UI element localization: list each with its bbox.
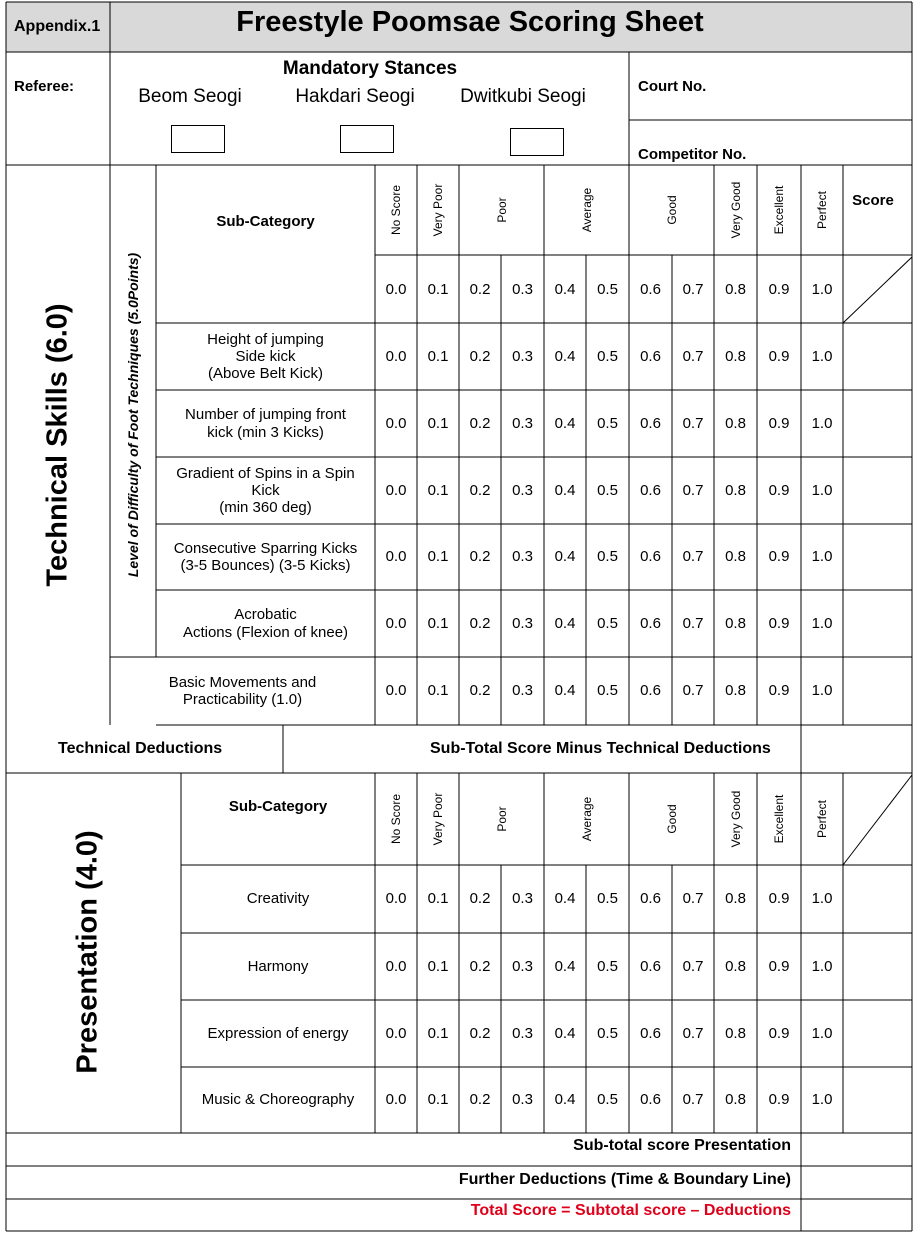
presentation-score-option-2-0[interactable]: 0.0: [385, 1024, 407, 1042]
technical-score-option-4-3[interactable]: 0.3: [512, 614, 533, 632]
technical-score-option-5-1[interactable]: 0.1: [427, 682, 449, 699]
presentation-score-option-0-7[interactable]: 0.7: [682, 890, 704, 907]
technical-score-option-3-8[interactable]: 0.8: [725, 548, 746, 565]
technical-rating-poor: Poor: [494, 197, 509, 223]
stance-beom-seogi-checkbox[interactable]: [171, 125, 225, 153]
presentation-rating-perfect: Perfect: [815, 799, 829, 839]
technical-skills-title: Technical Skills (6.0): [41, 303, 74, 587]
technical-row-label-0: Height of jumping Side kick (Above Belt Kick): [207, 330, 324, 383]
presentation-score-option-0-9[interactable]: 0.9: [768, 890, 790, 907]
technical-score-option-4-5[interactable]: 0.5: [597, 614, 618, 632]
presentation-score-field-3[interactable]: [843, 1067, 912, 1133]
scale-header-value-9: 0.9: [768, 281, 790, 298]
presentation-score-option-0-6[interactable]: 0.6: [640, 890, 661, 907]
presentation-score-option-3-9[interactable]: 0.9: [768, 1091, 790, 1108]
technical-score-field-1[interactable]: [843, 390, 912, 457]
presentation-rating-very-good: Very Good: [728, 790, 743, 848]
total-score-label: Total Score = Subtotal score – Deductions: [470, 1202, 791, 1219]
technical-score-option-4-9[interactable]: 0.9: [768, 614, 790, 632]
presentation-row-label-1: Harmony: [247, 957, 309, 975]
presentation-rating-poor: Poor: [494, 806, 509, 832]
technical-score-option-2-1[interactable]: 0.1: [427, 481, 449, 499]
further-deductions-field[interactable]: [801, 1166, 910, 1199]
presentation-score-option-0-0[interactable]: 0.0: [385, 890, 407, 907]
presentation-score-option-3-3[interactable]: 0.3: [512, 1091, 533, 1108]
presentation-row-label-0: Creativity: [246, 890, 310, 908]
scale-header-value-1: 0.1: [427, 281, 449, 298]
technical-score-field-5[interactable]: [843, 657, 912, 725]
technical-score-option-0-5[interactable]: 0.5: [597, 347, 618, 365]
technical-score-option-5-3[interactable]: 0.3: [512, 682, 533, 699]
presentation-score-option-2-7[interactable]: 0.7: [682, 1024, 704, 1042]
scale-header-value-0: 0.0: [385, 281, 407, 298]
technical-score-option-2-6[interactable]: 0.6: [640, 481, 661, 499]
technical-score-option-2-8[interactable]: 0.8: [725, 481, 746, 499]
presentation-row-label-2: Expression of energy: [207, 1024, 349, 1042]
technical-score-option-0-4[interactable]: 0.4: [554, 347, 576, 365]
appendix-label: Appendix.1: [14, 18, 101, 35]
scale-header-value-4: 0.4: [554, 281, 576, 298]
presentation-score-option-0-3[interactable]: 0.3: [512, 890, 533, 907]
presentation-score-option-0-1[interactable]: 0.1: [427, 890, 449, 907]
technical-score-option-5-9[interactable]: 0.9: [768, 682, 790, 699]
technical-rating-very-poor: Very Poor: [431, 183, 445, 237]
technical-subtotal-field[interactable]: [801, 725, 910, 773]
technical-score-option-1-4[interactable]: 0.4: [554, 414, 576, 432]
technical-score-option-4-4[interactable]: 0.4: [554, 614, 576, 632]
presentation-score-option-3-6[interactable]: 0.6: [640, 1091, 661, 1108]
presentation-rating-average: Average: [579, 796, 594, 842]
presentation-score-option-2-8[interactable]: 0.8: [725, 1024, 746, 1042]
technical-score-option-3-2[interactable]: 0.2: [469, 548, 491, 565]
technical-rating-perfect: Perfect: [815, 190, 829, 230]
technical-score-option-1-7[interactable]: 0.7: [682, 414, 704, 432]
presentation-score-option-2-4[interactable]: 0.4: [554, 1024, 576, 1042]
technical-score-option-4-6[interactable]: 0.6: [640, 614, 661, 632]
technical-score-option-3-3[interactable]: 0.3: [512, 548, 533, 565]
technical-score-option-3-7[interactable]: 0.7: [682, 548, 704, 565]
technical-rating-excellent: Excellent: [772, 185, 786, 235]
technical-rating-average: Average: [579, 187, 594, 233]
page-title: Freestyle Poomsae Scoring Sheet: [236, 6, 704, 38]
presentation-rating-very-poor: Very Poor: [431, 792, 445, 846]
presentation-score-option-3-4[interactable]: 0.4: [554, 1091, 576, 1108]
technical-score-option-5-7[interactable]: 0.7: [682, 682, 704, 699]
scale-header-value-3: 0.3: [512, 281, 533, 298]
technical-score-option-1-10[interactable]: 1.0: [811, 414, 833, 432]
technical-deductions-label: Technical Deductions: [58, 740, 223, 757]
presentation-score-option-1-3[interactable]: 0.3: [512, 957, 533, 975]
score-header: Score: [852, 192, 894, 209]
technical-score-option-5-4[interactable]: 0.4: [554, 682, 576, 699]
presentation-score-option-1-2[interactable]: 0.2: [469, 957, 491, 975]
subtotal-presentation-label: Sub-total score Presentation: [573, 1137, 791, 1154]
technical-score-field-4[interactable]: [843, 590, 912, 657]
presentation-score-option-3-7[interactable]: 0.7: [682, 1091, 704, 1108]
presentation-title: Presentation (4.0): [71, 830, 104, 1074]
technical-score-option-3-10[interactable]: 1.0: [811, 548, 833, 565]
competitor-number-field[interactable]: [790, 126, 910, 164]
technical-score-option-1-5[interactable]: 0.5: [597, 414, 618, 432]
presentation-subcategory-header: Sub-Category: [228, 798, 328, 815]
technical-row-label-2: Gradient of Spins in a Spin Kick (min 360 deg): [176, 464, 355, 517]
presentation-score-option-2-6[interactable]: 0.6: [640, 1024, 661, 1042]
presentation-score-option-1-9[interactable]: 0.9: [768, 957, 790, 975]
presentation-score-option-1-4[interactable]: 0.4: [554, 957, 576, 975]
presentation-score-option-3-2[interactable]: 0.2: [469, 1091, 491, 1108]
stance-hakdari-seogi: Hakdari Seogi: [295, 86, 415, 107]
presentation-score-option-3-0[interactable]: 0.0: [385, 1091, 407, 1108]
stance-dwitkubi-seogi: Dwitkubi Seogi: [460, 86, 586, 107]
technical-score-option-0-0[interactable]: 0.0: [385, 347, 407, 365]
presentation-score-option-2-10[interactable]: 1.0: [811, 1024, 833, 1042]
technical-score-field-3[interactable]: [843, 524, 912, 590]
total-score-field[interactable]: [801, 1199, 910, 1231]
presentation-score-option-1-0[interactable]: 0.0: [385, 957, 407, 975]
presentation-score-option-0-4[interactable]: 0.4: [554, 890, 576, 907]
technical-score-option-5-6[interactable]: 0.6: [640, 682, 661, 699]
presentation-score-option-0-2[interactable]: 0.2: [469, 890, 491, 907]
court-number-field[interactable]: [740, 60, 910, 115]
technical-row-label-4: Acrobatic Actions (Flexion of knee): [182, 606, 349, 641]
technical-rating-no-score: No Score: [389, 184, 403, 236]
technical-score-field-2[interactable]: [843, 457, 912, 524]
presentation-score-field-1[interactable]: [843, 933, 912, 1000]
presentation-score-option-0-5[interactable]: 0.5: [597, 890, 618, 907]
technical-score-option-2-4[interactable]: 0.4: [554, 481, 576, 499]
subtotal-minus-deductions-label: Sub-Total Score Minus Technical Deductions: [430, 740, 771, 757]
scale-header-value-7: 0.7: [682, 281, 704, 298]
technical-score-option-2-7[interactable]: 0.7: [682, 481, 704, 499]
technical-score-option-5-8[interactable]: 0.8: [725, 682, 746, 699]
technical-score-option-4-2[interactable]: 0.2: [469, 614, 491, 632]
presentation-score-option-1-1[interactable]: 0.1: [427, 957, 449, 975]
technical-score-option-2-5[interactable]: 0.5: [597, 481, 618, 499]
technical-score-option-4-0[interactable]: 0.0: [385, 614, 407, 632]
presentation-score-option-3-1[interactable]: 0.1: [427, 1091, 449, 1108]
technical-score-option-5-2[interactable]: 0.2: [469, 682, 491, 699]
technical-score-option-5-5[interactable]: 0.5: [597, 682, 618, 699]
technical-score-option-1-8[interactable]: 0.8: [725, 414, 746, 432]
technical-score-option-3-9[interactable]: 0.9: [768, 548, 790, 565]
presentation-score-option-1-7[interactable]: 0.7: [682, 957, 704, 975]
presentation-score-option-3-8[interactable]: 0.8: [725, 1091, 746, 1108]
scale-header-value-8: 0.8: [725, 281, 746, 298]
presentation-score-option-1-6[interactable]: 0.6: [640, 957, 661, 975]
presentation-score-option-2-3[interactable]: 0.3: [512, 1024, 533, 1042]
stance-beom-seogi: Beom Seogi: [138, 86, 242, 107]
technical-score-option-2-9[interactable]: 0.9: [768, 481, 790, 499]
technical-score-option-1-3[interactable]: 0.3: [512, 414, 533, 432]
technical-score-option-2-0[interactable]: 0.0: [385, 481, 407, 499]
technical-score-option-1-2[interactable]: 0.2: [469, 414, 491, 432]
technical-score-option-5-0[interactable]: 0.0: [385, 682, 407, 699]
presentation-score-option-1-10[interactable]: 1.0: [811, 957, 833, 975]
presentation-score-option-2-9[interactable]: 0.9: [768, 1024, 790, 1042]
presentation-rating-excellent: Excellent: [772, 794, 786, 844]
referee-label: Referee:: [14, 78, 75, 95]
technical-score-option-2-10[interactable]: 1.0: [811, 481, 833, 499]
difficulty-group-title: Level of Difficulty of Foot Techniques (5.0Points): [124, 252, 141, 578]
technical-score-option-2-3[interactable]: 0.3: [512, 481, 533, 499]
scale-header-value-10: 1.0: [811, 281, 833, 298]
presentation-score-option-3-5[interactable]: 0.5: [597, 1091, 618, 1108]
technical-score-option-2-2[interactable]: 0.2: [469, 481, 491, 499]
presentation-score-option-2-5[interactable]: 0.5: [597, 1024, 618, 1042]
presentation-score-option-1-8[interactable]: 0.8: [725, 957, 746, 975]
technical-score-option-4-1[interactable]: 0.1: [427, 614, 449, 632]
technical-score-option-4-7[interactable]: 0.7: [682, 614, 704, 632]
presentation-score-option-0-8[interactable]: 0.8: [725, 890, 746, 907]
technical-score-option-4-8[interactable]: 0.8: [725, 614, 746, 632]
basic-movements-label: Basic Movements and Practicability (1.0): [168, 673, 317, 708]
presentation-rating-good: Good: [664, 804, 679, 834]
technical-score-option-1-0[interactable]: 0.0: [385, 414, 407, 432]
presentation-score-option-0-10[interactable]: 1.0: [811, 890, 833, 907]
competitor-number-label: Competitor No.: [638, 146, 747, 163]
presentation-score-field-0[interactable]: [843, 865, 912, 933]
presentation-score-option-3-10[interactable]: 1.0: [811, 1091, 833, 1108]
technical-score-option-1-6[interactable]: 0.6: [640, 414, 661, 432]
presentation-score-option-2-1[interactable]: 0.1: [427, 1024, 449, 1042]
scale-header-value-6: 0.6: [640, 281, 661, 298]
technical-score-option-1-9[interactable]: 0.9: [768, 414, 790, 432]
technical-score-option-5-10[interactable]: 1.0: [811, 682, 833, 699]
stance-hakdari-seogi-checkbox[interactable]: [340, 125, 394, 153]
technical-rating-good: Good: [664, 195, 679, 225]
scale-header-value-5: 0.5: [597, 281, 618, 298]
presentation-row-label-3: Music & Choreography: [201, 1091, 355, 1109]
technical-score-option-0-1[interactable]: 0.1: [427, 347, 449, 365]
technical-row-label-1: Number of jumping front kick (min 3 Kicks): [185, 406, 346, 441]
technical-score-option-3-1[interactable]: 0.1: [427, 548, 449, 565]
technical-deductions-field[interactable]: [283, 725, 375, 773]
technical-score-option-0-10[interactable]: 1.0: [811, 347, 833, 365]
technical-score-option-4-10[interactable]: 1.0: [811, 614, 833, 632]
technical-row-label-3: Consecutive Sparring Kicks (3-5 Bounces) (3-5 Kicks): [173, 539, 358, 574]
technical-score-option-0-9[interactable]: 0.9: [768, 347, 790, 365]
technical-score-option-1-1[interactable]: 0.1: [427, 414, 449, 432]
technical-rating-very-good: Very Good: [728, 181, 743, 239]
technical-score-option-0-6[interactable]: 0.6: [640, 347, 661, 365]
scale-header-value-2: 0.2: [469, 281, 491, 298]
technical-score-option-0-2[interactable]: 0.2: [469, 347, 491, 365]
presentation-rating-no-score: No Score: [389, 793, 403, 845]
technical-score-option-3-5[interactable]: 0.5: [597, 548, 618, 565]
technical-score-option-3-6[interactable]: 0.6: [640, 548, 661, 565]
technical-score-option-0-8[interactable]: 0.8: [725, 347, 746, 365]
technical-subcategory-header: Sub-Category: [216, 213, 315, 230]
technical-score-option-3-4[interactable]: 0.4: [554, 548, 576, 565]
further-deductions-label: Further Deductions (Time & Boundary Line): [458, 1171, 791, 1188]
technical-score-option-3-0[interactable]: 0.0: [385, 548, 407, 565]
subtotal-presentation-field[interactable]: [801, 1133, 910, 1166]
technical-score-field-0[interactable]: [843, 323, 912, 390]
technical-score-option-0-7[interactable]: 0.7: [682, 347, 704, 365]
stance-dwitkubi-seogi-checkbox[interactable]: [510, 128, 564, 156]
court-number-label: Court No.: [638, 78, 707, 95]
mandatory-stances-title: Mandatory Stances: [282, 58, 458, 79]
presentation-score-option-1-5[interactable]: 0.5: [597, 957, 618, 975]
presentation-score-option-2-2[interactable]: 0.2: [469, 1024, 491, 1042]
technical-score-option-0-3[interactable]: 0.3: [512, 347, 533, 365]
presentation-score-field-2[interactable]: [843, 1000, 912, 1067]
